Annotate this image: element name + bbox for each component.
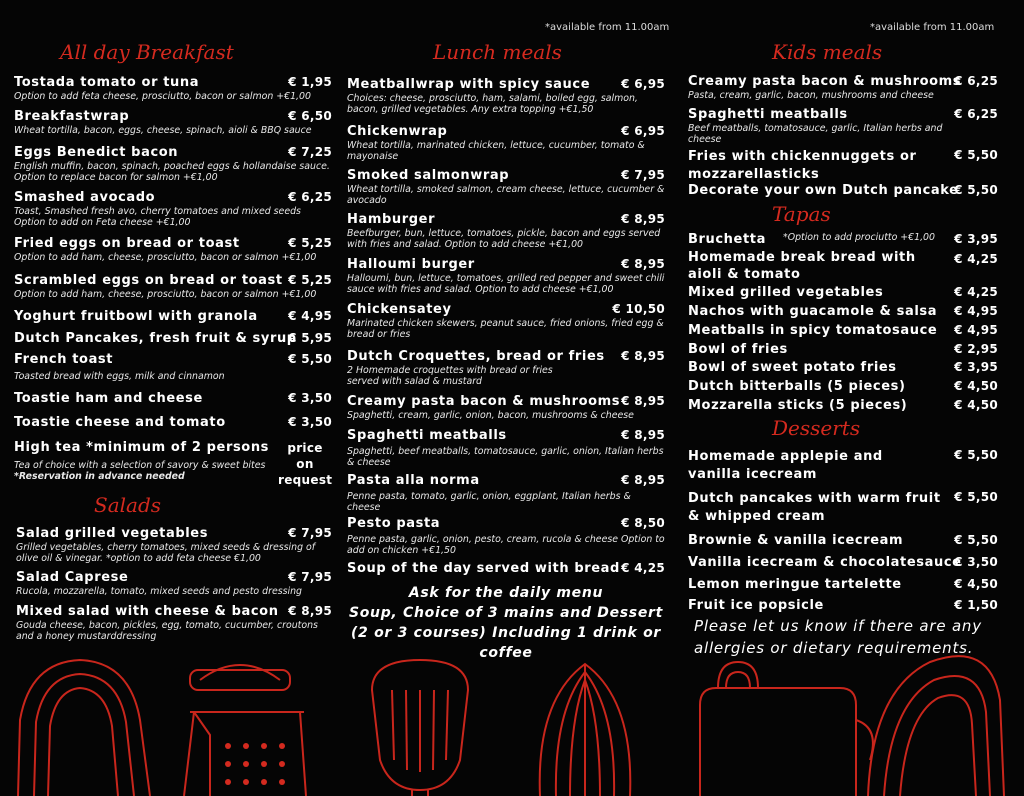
- allergy-notice: [694, 615, 1004, 659]
- availability-note: *available from 11.00am: [870, 22, 995, 33]
- item-price: € 3,50: [954, 555, 998, 569]
- item-price: € 4,25: [954, 252, 998, 266]
- daily-menu-line: coffee: [479, 645, 533, 661]
- item-price: € 6,25: [954, 107, 998, 121]
- whisk-icon: [540, 664, 631, 796]
- menu-item: [347, 77, 665, 115]
- item-description: Wheat tortilla, marinated chicken, lettuce, cucumber, tomato & mayonaise: [347, 140, 645, 162]
- menu-item: [347, 212, 665, 250]
- item-price: € 6,25: [954, 74, 998, 88]
- menu-item: [16, 570, 332, 598]
- item-description: 2 Homemade croquettes with bread or fries served with salad & mustard: [347, 365, 553, 387]
- item-name: Hamburger: [347, 212, 436, 227]
- item-price: € 4,25: [954, 285, 998, 299]
- item-price: € 4,25: [621, 561, 665, 575]
- item-price: € 8,95: [621, 428, 665, 442]
- item-description: Pasta, cream, garlic, bacon, mushrooms and cheese: [688, 90, 934, 101]
- grater-icon: [184, 665, 306, 796]
- item-description: Wheat tortilla, smoked salmon, cream cheese, lettuce, cucumber & avocado: [347, 184, 665, 206]
- daily-menu-line: Soup, Choice of 3 mains and Dessert: [348, 605, 664, 621]
- menu-item: [688, 360, 998, 375]
- menu-item: [14, 415, 332, 430]
- item-description: Beef meatballs, tomatosauce, garlic, Italian herbs and cheese: [688, 123, 943, 145]
- daily-menu-notice: [347, 583, 665, 663]
- item-description: Spaghetti, cream, garlic, onion, bacon, mushrooms & cheese: [347, 410, 634, 421]
- menu-item: [347, 473, 665, 513]
- item-price: € 8,95: [621, 349, 665, 363]
- item-price: € 5,50: [288, 352, 332, 366]
- menu-item: [14, 236, 332, 264]
- item-price: € 6,95: [621, 124, 665, 138]
- item-price: € 6,25: [288, 190, 332, 204]
- item-name: Bowl of sweet potato fries: [688, 360, 897, 375]
- grater-holes: [225, 743, 285, 785]
- menu-item: [16, 604, 332, 642]
- menu-item: [688, 74, 998, 102]
- item-price: € 5,50: [954, 183, 998, 197]
- section-title-breakfast: All day Breakfast: [60, 40, 234, 64]
- menu-item: [14, 109, 332, 137]
- menu-item: [688, 342, 998, 357]
- item-price: € 4,50: [954, 398, 998, 412]
- menu-item: [347, 302, 665, 340]
- item-name: Fries with chickennuggets or mozzarellasticks: [688, 149, 917, 182]
- item-price: € 8,95: [621, 394, 665, 408]
- item-name: Meatballs in spicy tomatosauce: [688, 323, 938, 338]
- item-description: Spaghetti, beef meatballs, tomatosauce, garlic, onion, Italian herbs & cheese: [347, 446, 664, 468]
- item-name: Eggs Benedict bacon: [14, 145, 179, 160]
- item-name: Nachos with guacamole & salsa: [688, 304, 938, 319]
- menu-item: [688, 490, 998, 526]
- item-description: English muffin, bacon, spinach, poached eggs & hollandaise sauce. Option to replace bacon for salmon +€1,00: [14, 161, 330, 183]
- menu-item: [347, 349, 665, 387]
- item-price: € 4,95: [954, 304, 998, 318]
- menu-item: [14, 273, 332, 301]
- item-name: Halloumi burger: [347, 257, 475, 272]
- menu-item: [688, 232, 998, 247]
- item-name: Scrambled eggs on bread or toast: [14, 273, 283, 288]
- item-price: € 5,25: [288, 236, 332, 250]
- daily-menu-line: Ask for the daily menu: [408, 585, 604, 601]
- item-description: Penne pasta, tomato, garlic, onion, eggplant, Italian herbs & cheese: [347, 491, 631, 513]
- menu-item: [688, 148, 998, 184]
- section-title-salads: Salads: [94, 493, 162, 517]
- item-name: Dutch bitterballs (5 pieces): [688, 379, 906, 394]
- item-description: Halloumi, bun, lettuce, tomatoes, grilled red pepper and sweet chili sauce with fries and salad. Option to add cheese +€1,00: [347, 273, 665, 295]
- item-name: Decorate your own Dutch pancake: [688, 183, 959, 198]
- menu-item: [688, 398, 998, 413]
- item-price: € 8,95: [621, 257, 665, 271]
- reservation-note: *Reservation in advance needed: [14, 470, 185, 482]
- menu-item: [14, 145, 332, 183]
- allergy-line: Please let us know if there are any: [694, 617, 982, 635]
- item-price: € 5,50: [954, 448, 998, 462]
- menu-item: [688, 577, 998, 592]
- item-name: Dutch Pancakes, fresh fruit & syrup: [14, 331, 297, 346]
- item-name: Dutch pancakes with warm fruit & whipped cream: [688, 491, 941, 524]
- item-description: Gouda cheese, bacon, pickles, egg, tomato, cucumber, croutons and a honey mustarddressing: [16, 620, 318, 642]
- item-description: Option to add ham, cheese, prosciutto, bacon or salmon +€1,00: [14, 252, 317, 263]
- menu-item: [347, 257, 665, 295]
- item-name: Brownie & vanilla icecream: [688, 533, 904, 548]
- availability-note: *available from 11.00am: [545, 22, 670, 33]
- item-price: € 5,25: [288, 273, 332, 287]
- section-title-tapas: Tapas: [772, 202, 831, 226]
- mug-icon: [700, 662, 873, 796]
- oven-mitt-right-icon: [868, 656, 1004, 796]
- item-name: Homemade break bread with aioli & tomato: [688, 250, 916, 282]
- menu-item: [688, 533, 998, 548]
- menu-item: [14, 391, 332, 406]
- menu-item: [14, 440, 333, 487]
- allergy-line: allergies or dietary requirements.: [694, 639, 974, 657]
- item-description: Grilled vegetables, cherry tomatoes, mixed seeds & dressing of olive oil & vinegar. *option to add feta cheese €1,00: [16, 542, 316, 564]
- item-price: € 4,50: [954, 379, 998, 393]
- menu-item: [688, 323, 998, 338]
- menu-item: [688, 555, 998, 570]
- item-description: Option to add ham, cheese, prosciutto, bacon or salmon +€1,00: [14, 289, 317, 300]
- item-name: Mozzarella sticks (5 pieces): [688, 398, 908, 413]
- item-name: Homemade applepie and vanilla icecream: [688, 449, 883, 482]
- item-name: Bowl of fries: [688, 342, 788, 357]
- item-price: € 1,50: [954, 598, 998, 612]
- item-option-note: *Option to add prociutto +€1,00: [783, 232, 935, 243]
- item-price: € 5,50: [954, 533, 998, 547]
- item-price: € 3,95: [954, 232, 998, 246]
- menu-item: [347, 394, 665, 422]
- daily-menu-line: (2 or 3 courses) Including 1 drink or: [350, 625, 662, 641]
- item-name: Pasta alla norma: [347, 473, 480, 488]
- item-name: Meatballwrap with spicy sauce: [347, 77, 591, 92]
- item-name: Smashed avocado: [14, 190, 156, 205]
- item-name: Creamy pasta bacon & mushrooms: [347, 394, 621, 409]
- oven-mitt-icon: [18, 660, 150, 796]
- spatula-icon: [372, 660, 468, 796]
- menu-item: [347, 124, 665, 162]
- item-name: Yoghurt fruitbowl with granola: [14, 309, 258, 324]
- item-name: Spaghetti meatballs: [688, 107, 848, 122]
- item-name: Chickenwrap: [347, 124, 448, 139]
- menu-item: [347, 561, 665, 576]
- item-name: Chickensatey: [347, 302, 452, 317]
- section-title-kids: Kids meals: [772, 40, 883, 64]
- menu-item: [347, 168, 665, 206]
- item-description: Toasted bread with eggs, milk and cinnamon: [14, 371, 225, 382]
- menu-item: [14, 190, 332, 228]
- item-name: Smoked salmonwrap: [347, 168, 510, 183]
- item-price: € 5,50: [954, 148, 998, 162]
- item-description: Beefburger, bun, lettuce, tomatoes, pickle, bacon and eggs served with fries and salad. Option to add cheese +€1,00: [347, 228, 661, 250]
- item-name: Pesto pasta: [347, 516, 441, 531]
- item-name: High tea *minimum of 2 persons: [14, 440, 270, 455]
- item-price: € 8,95: [288, 604, 332, 618]
- item-name: Creamy pasta bacon & mushrooms: [688, 74, 962, 89]
- menu-item: [688, 448, 998, 484]
- item-name: Salad grilled vegetables: [16, 526, 209, 541]
- menu-item: [688, 285, 998, 300]
- menu-item: [688, 249, 998, 283]
- item-name: Spaghetti meatballs: [347, 428, 507, 443]
- item-price: € 7,95: [621, 168, 665, 182]
- item-description: Tea of choice with a selection of savory & sweet bites: [14, 460, 266, 471]
- item-price: price on request: [278, 441, 333, 487]
- item-price: € 4,95: [288, 309, 332, 323]
- item-price: € 5,50: [954, 490, 998, 504]
- item-price: € 7,95: [288, 526, 332, 540]
- menu-item: [688, 598, 998, 613]
- item-name: Bruchetta: [688, 232, 766, 247]
- item-price: € 5,95: [288, 331, 332, 345]
- section-title-lunch: Lunch meals: [433, 40, 562, 64]
- item-name: Tostada tomato or tuna: [14, 75, 200, 90]
- menu-item: [688, 304, 998, 319]
- item-price: € 10,50: [612, 302, 665, 316]
- item-name: Mixed salad with cheese & bacon: [16, 604, 279, 619]
- item-name: French toast: [14, 352, 114, 367]
- item-description: Option to add feta cheese, prosciutto, bacon or salmon +€1,00: [14, 91, 311, 102]
- item-description: Choices: cheese, prosciutto, ham, salami, boiled egg, salmon, bacon, grilled vegetables. Any extra topping +€1,50: [347, 93, 638, 115]
- item-price: € 8,95: [621, 473, 665, 487]
- menu-item: [14, 331, 332, 346]
- item-description: Marinated chicken skewers, peanut sauce, fried onions, fried egg & bread or fries: [347, 318, 664, 340]
- item-name: Dutch Croquettes, bread or fries: [347, 349, 605, 364]
- item-description: Rucola, mozzarella, tomato, mixed seeds and pesto dressing: [16, 586, 302, 597]
- item-name: Fruit ice popsicle: [688, 598, 824, 613]
- menu-item: [688, 379, 998, 394]
- item-price: € 8,95: [621, 212, 665, 226]
- item-price: € 4,50: [954, 577, 998, 591]
- item-name: Toastie cheese and tomato: [14, 415, 226, 430]
- item-name: Toastie ham and cheese: [14, 391, 203, 406]
- menu-item: [347, 428, 665, 468]
- menu-item: [688, 107, 998, 145]
- menu-item: [688, 183, 998, 198]
- item-price: € 6,50: [288, 109, 332, 123]
- item-price: € 3,50: [288, 391, 332, 405]
- item-price: € 3,50: [288, 415, 332, 429]
- item-name: Mixed grilled vegetables: [688, 285, 884, 300]
- menu-item: [347, 516, 665, 556]
- item-price: € 4,95: [954, 323, 998, 337]
- menu-item: [14, 309, 332, 324]
- item-name: Soup of the day served with bread: [347, 561, 620, 576]
- item-description: Penne pasta, garlic, onion, pesto, cream, rucola & cheese Option to add on chicken +€1,50: [347, 534, 665, 556]
- menu-item: [16, 526, 332, 564]
- item-name: Salad Caprese: [16, 570, 129, 585]
- item-price: € 2,95: [954, 342, 998, 356]
- item-price: € 3,95: [954, 360, 998, 374]
- item-name: Lemon meringue tartelette: [688, 577, 902, 592]
- item-description: Toast, Smashed fresh avo, cherry tomatoes and mixed seeds Option to add on Feta cheese +€1,00: [14, 206, 301, 228]
- item-price: € 6,95: [621, 77, 665, 91]
- menu-item: [14, 75, 332, 103]
- item-price: € 7,95: [288, 570, 332, 584]
- item-price: € 1,95: [288, 75, 332, 89]
- item-price: € 7,25: [288, 145, 332, 159]
- item-name: Vanilla icecream & chocolatesauce: [688, 555, 962, 570]
- item-price: € 8,50: [621, 516, 665, 530]
- item-description: Wheat tortilla, bacon, eggs, cheese, spinach, aioli & BBQ sauce: [14, 125, 312, 136]
- menu-item: [14, 352, 332, 383]
- item-name: Breakfastwrap: [14, 109, 130, 124]
- section-title-desserts: Desserts: [772, 416, 861, 440]
- item-name: Fried eggs on bread or toast: [14, 236, 240, 251]
